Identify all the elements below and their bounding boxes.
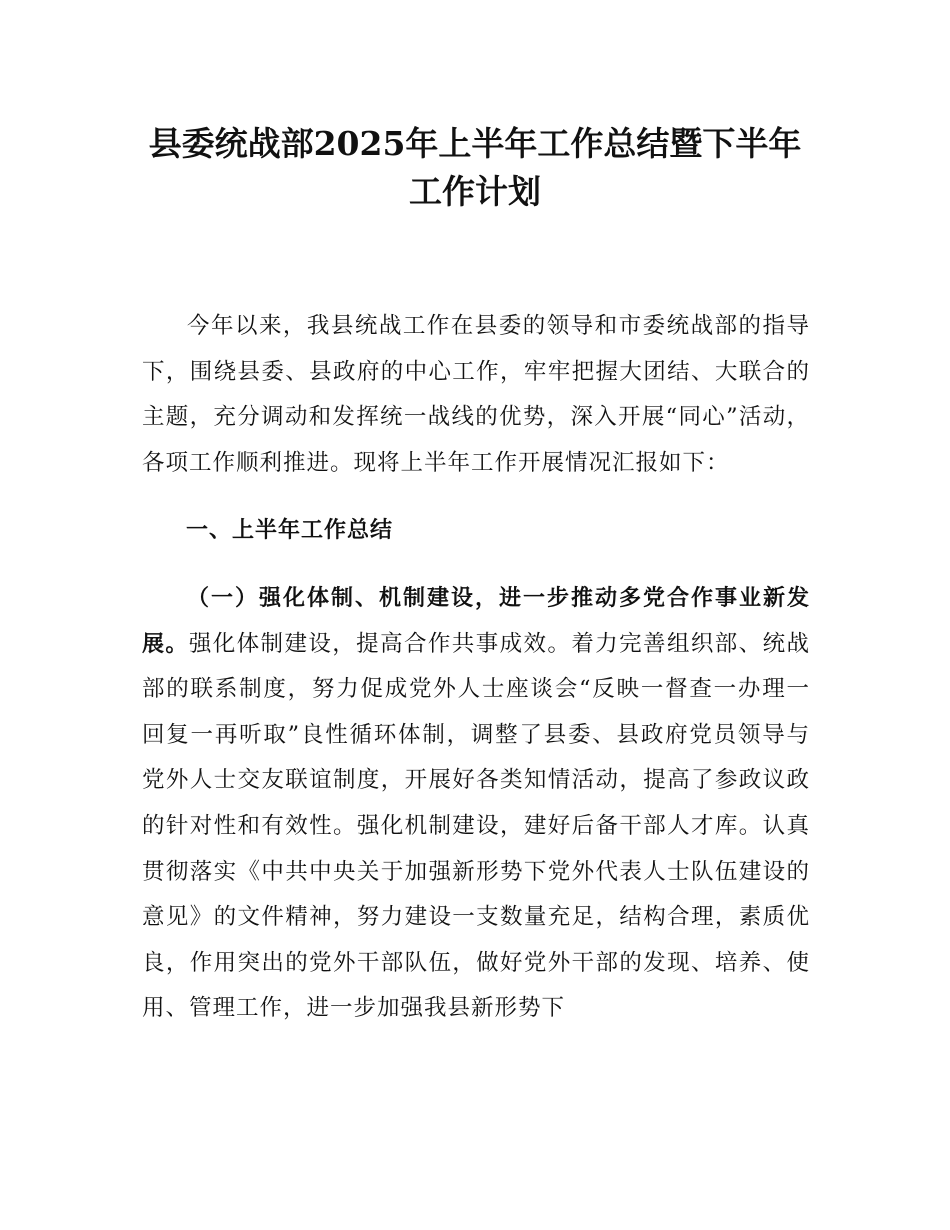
- intro-paragraph: 今年以来，我县统战工作在县委的领导和市委统战部的指导下，围绕县委、县政府的中心工作，牢牢把握大团结、大联合的主题，充分调动和发挥统一战线的优势，深入开展“同心”活动，各项工作顺利推进。现将上半年工作开展情况汇报如下：: [142, 313, 810, 476]
- document-title-line-2: 工作计划: [409, 172, 541, 211]
- subsection-paragraph-1: [142, 576, 810, 1032]
- document-title-line-1: 县委统战部2025年上半年工作总结暨下半年: [148, 124, 802, 163]
- subsection-body-1: 强化体制建设，提高合作共事成效。着力完善组织部、统战部的联系制度，努力促成党外人士座谈会“反映一督查一办理一回复一再听取”良性循环体制，调整了县委、县政府党员领导与党外人士交友联谊制度，开展好各类知情活动，提高了参政议政的针对性和有效性。强化机制建设，建好后备干部人才库。认真贯彻落实《中共中央关于加强新形势下党外代表人士队伍建设的意见》的文件精神，努力建设一支数量充足，结构合理，素质优良，作用突出的党外干部队伍，做好党外干部的发现、培养、使用、管理工作，进一步加强我县新形势下: [142, 630, 810, 1022]
- document-body: [142, 304, 810, 1032]
- section-heading-1: 一、上半年工作总结: [186, 518, 394, 544]
- subsection-heading-1: （一）强化体制、机制建设，进一步推动多党合作事业新发展。: [142, 585, 810, 657]
